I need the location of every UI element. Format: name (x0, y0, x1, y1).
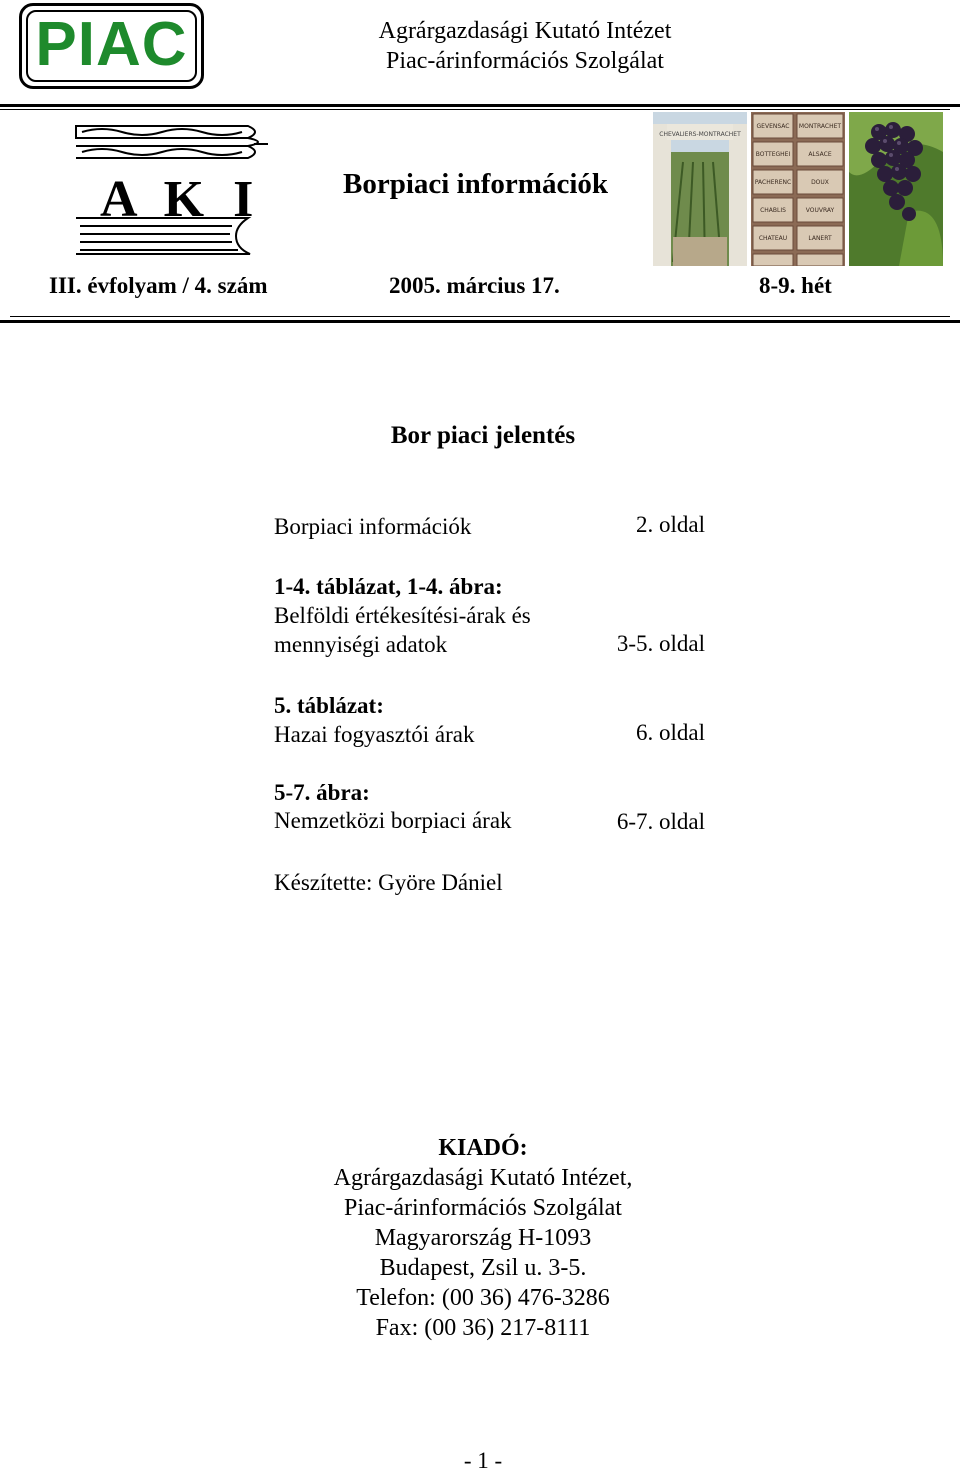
report-title: Bor piaci jelentés (390, 422, 576, 449)
piac-logo-text: PIAC (35, 10, 188, 79)
toc-item-3-heading (274, 691, 384, 720)
piac-logo (19, 3, 204, 89)
toc-item-3-text: Hazai fogyasztói árak (274, 722, 475, 747)
toc-item-4-heading (274, 778, 370, 807)
toc-item-2-page: 3-5. oldal (616, 631, 705, 656)
issue-volume: III. évfolyam / 4. szám (49, 273, 268, 298)
publisher-line: Fax: (00 36) 217-8111 (375, 1315, 591, 1341)
cork-label: GEVENSAC (756, 123, 790, 130)
toc-item-3-bold: 5. táblázat: (274, 693, 384, 718)
toc-item-2-heading (274, 572, 503, 601)
toc-item-4-page: 6-7. oldal (616, 809, 705, 834)
org-service: Piac-árinformációs Szolgálat (386, 48, 664, 74)
toc-item-3-page: 6. oldal (636, 720, 705, 745)
publisher-line: Magyarország H-1093 (374, 1225, 592, 1251)
cork-label: VOUVRAY (805, 207, 835, 214)
issue-week: 8-9. hét (759, 273, 832, 298)
toc-item-2-bold: 1-4. táblázat, 1-4. ábra: (274, 574, 503, 599)
toc-item-1-page: 2. oldal (636, 512, 705, 537)
cork-label: LANERT (808, 235, 832, 242)
publisher-line: Telefon: (00 36) 476-3286 (356, 1285, 610, 1311)
issue-date: 2005. március 17. (389, 273, 560, 298)
publisher-heading: KIADÓ: (438, 1135, 528, 1161)
issue-rule (0, 320, 960, 323)
aki-logo (72, 122, 268, 262)
cork-label: DOUX (811, 179, 829, 186)
aki-letters: A K I (100, 171, 262, 228)
header-rule-thin (0, 109, 950, 110)
publisher-block (0, 1133, 960, 1343)
publisher-line: Budapest, Zsil u. 3-5. (379, 1255, 587, 1281)
page-number: - 1 - (463, 1448, 503, 1473)
publisher-line: Piac-árinformációs Szolgálat (344, 1195, 622, 1221)
issue-rule-thin (10, 316, 950, 317)
toc-item-1-text: Borpiaci információk (274, 514, 472, 539)
toc-item-4-text: Nemzetközi borpiaci árak (274, 808, 512, 833)
cork-label: ALSACE (808, 151, 832, 158)
header-rule (0, 104, 960, 107)
publisher-line: Agrárgazdasági Kutató Intézet, (333, 1165, 633, 1191)
cork-label: MONTRACHET (798, 123, 842, 130)
page-title: Borpiaci információk (343, 168, 609, 200)
author: Készítette: Györe Dániel (274, 870, 503, 895)
toc-item-2-text-line1: Belföldi értékesítési-árak és (274, 603, 531, 628)
org-name: Agrárgazdasági Kutató Intézet (378, 18, 672, 44)
cork-label: CHATEAU (758, 235, 788, 242)
toc-item-4-bold: 5-7. ábra: (274, 780, 370, 805)
gate-sign-text: CHEVALIERS-MONTRACHET (659, 131, 741, 138)
wine-corks-photo (751, 112, 845, 266)
cork-label: BOTTEGHEI (755, 151, 791, 158)
toc-item-2-text-line2: mennyiségi adatok (274, 632, 448, 657)
vineyard-gate-photo (653, 112, 747, 266)
grapes-photo (849, 112, 943, 266)
cork-label: CHABLIS (760, 207, 786, 214)
cork-label: PACHERENC (754, 179, 792, 186)
